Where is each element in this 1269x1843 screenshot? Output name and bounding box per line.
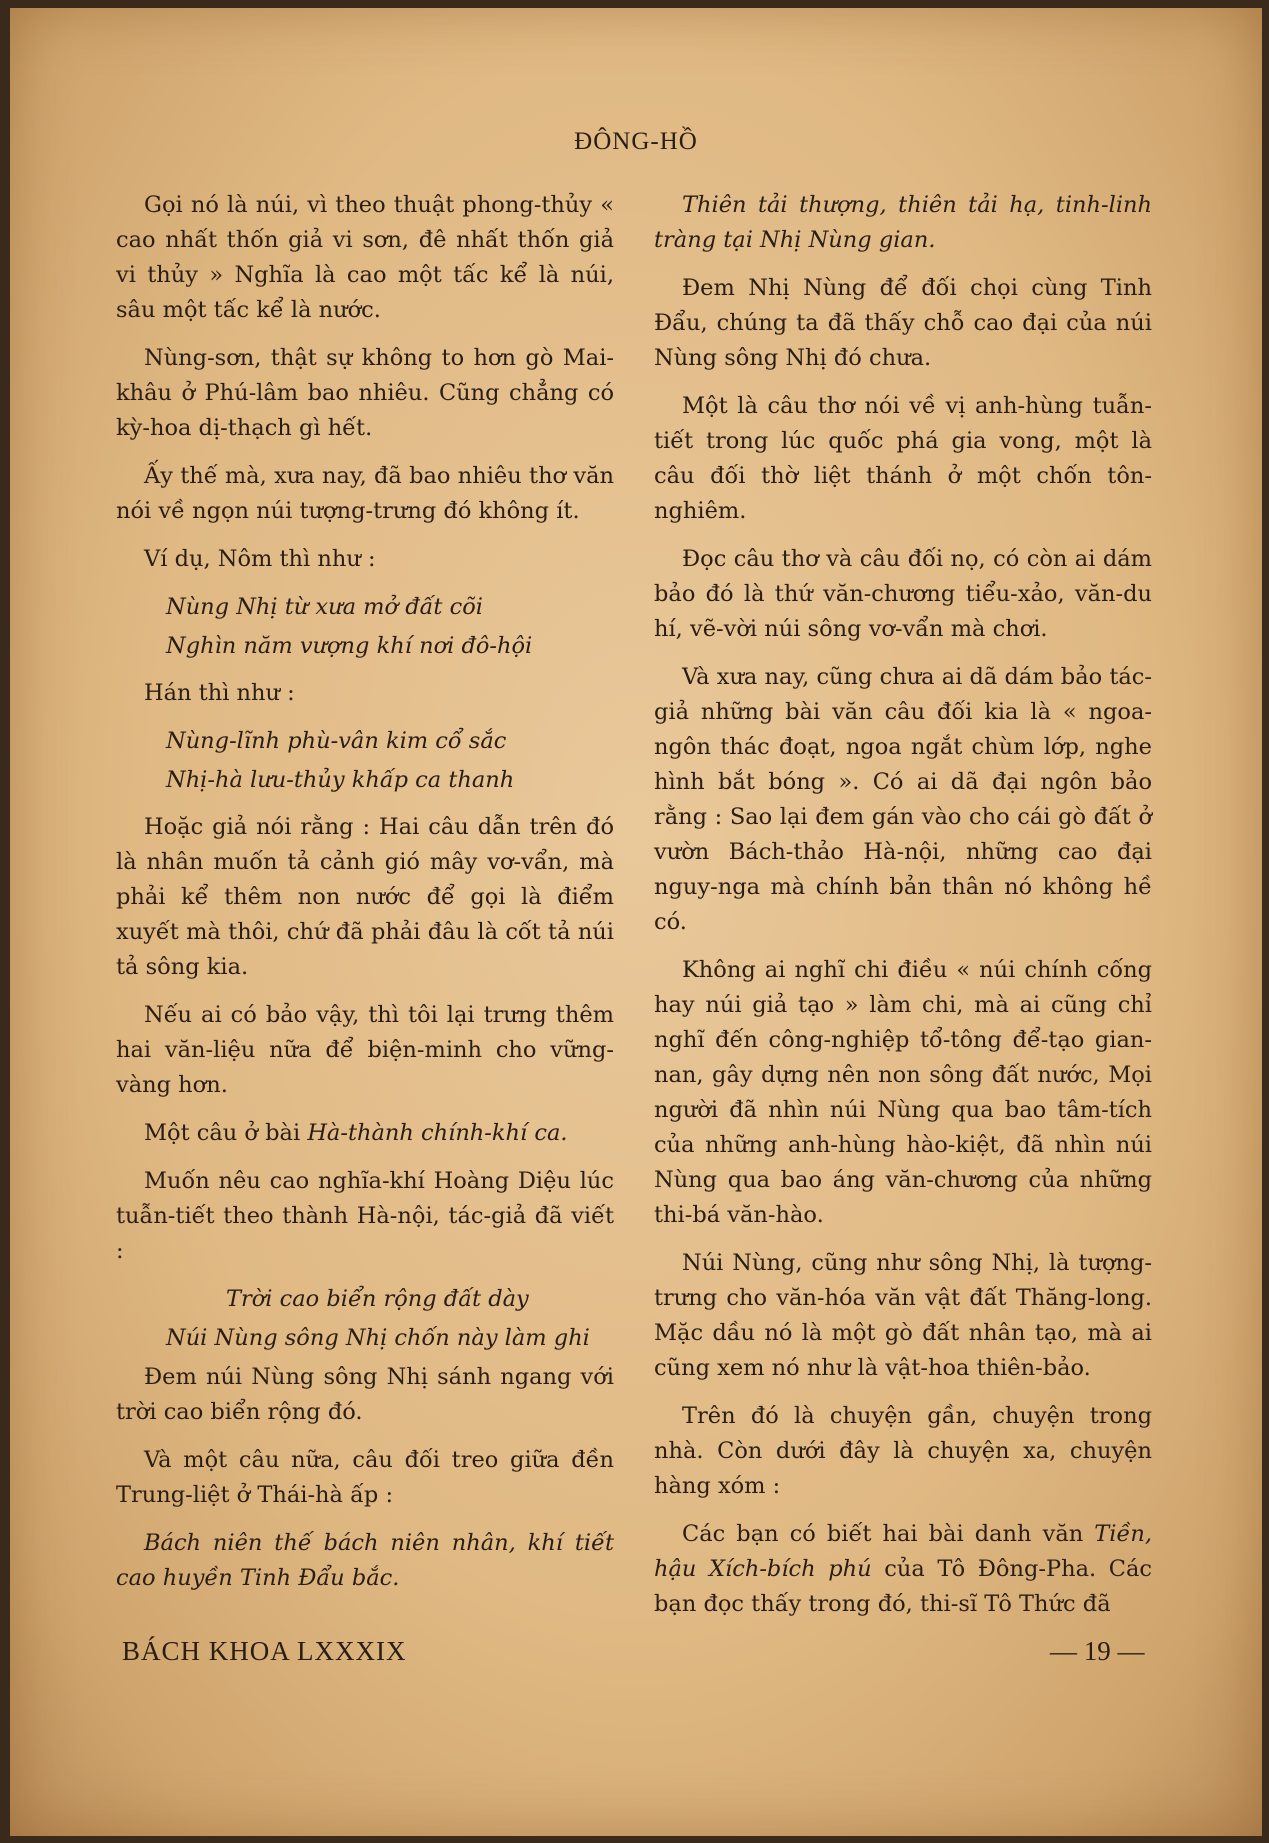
paragraph: Đọc câu thơ và câu đối nọ, có còn ai dám bảo đó là thứ văn-chương tiểu-xảo, văn-du hí, vẽ-vời núi sông vơ-vẩn mà chơi.: [654, 546, 1152, 642]
verse-line: Nghìn năm vượng khí nơi đô-hội: [166, 633, 533, 659]
paragraph-text: của Tô Đông-Pha. Các bạn đọc thấy trong đó, thi-sĩ Tô Thức đã: [654, 1556, 1153, 1617]
paragraph: Ấy thế mà, xưa nay, đã bao nhiêu thơ văn nói về ngọn núi tượng-trưng đó không ít.: [116, 463, 614, 524]
paragraph: Trên đó là chuyện gần, chuyện trong nhà. Còn dưới đây là chuyện xa, chuyện hàng xóm :: [654, 1403, 1152, 1499]
document-page: [10, 8, 1262, 1836]
paragraph: [654, 1517, 1152, 1622]
work-title: Tiền, hậu Xích-bích phú: [654, 1521, 1152, 1582]
paragraph: Gọi nó là núi, vì theo thuật phong-thủy « cao nhất thốn giả vi sơn, đê nhất thốn giả vi thủy » Nghĩa là cao một tấc kể là núi, sâu một tấc kể là nước.: [116, 192, 614, 323]
page-header: ĐÔNG-HỒ: [574, 128, 698, 155]
paragraph: Muốn nêu cao nghĩa-khí Hoàng Diệu lúc tuẫn-tiết theo thành Hà-nội, tác-giả đã viết :: [116, 1168, 614, 1264]
footer-magazine-title: BÁCH KHOA LXXXIX: [122, 1636, 407, 1666]
paragraph: Nùng-sơn, thật sự không to hơn gò Mai-khâu ở Phú-lâm bao nhiêu. Cũng chẳng có kỳ-hoa dị-thạch gì hết.: [116, 345, 614, 441]
paragraph: Và một câu nữa, câu đối treo giữa đền Trung-liệt ở Thái-hà ấp :: [116, 1447, 614, 1508]
paragraph: [116, 1116, 614, 1151]
verse-line: Nhị-hà lưu-thủy khấp ca thanh: [166, 767, 515, 793]
paragraph: Núi Nùng, cũng như sông Nhị, là tượng-trưng cho văn-hóa văn vật đất Thăng-long. Mặc dầu nó là một gò đất nhân tạo, mà ai cũng xem nó như là vật-hoa thiên-bảo.: [654, 1250, 1152, 1381]
paragraph: Nếu ai có bảo vậy, thì tôi lại trưng thêm hai văn-liệu nữa để biện-minh cho vững-vàng hơn.: [116, 1002, 614, 1098]
couplet-line: Thiên tải thượng, thiên tải hạ, tinh-linh tràng tại Nhị Nùng gian.: [654, 192, 1152, 253]
paragraph-text: Một câu ở bài: [144, 1120, 308, 1146]
paragraph: Hoặc giả nói rằng : Hai câu dẫn trên đó là nhân muốn tả cảnh gió mây vơ-vẩn, mà phải kể thêm non nước để gọi là điểm xuyết mà thôi, chứ đã phải đâu là cốt tả núi tả sông kia.: [116, 814, 614, 980]
right-column: [654, 188, 1152, 1635]
paragraph: Đem Nhị Nùng để đối chọi cùng Tinh Đẩu, chúng ta đã thấy chỗ cao đại của núi Nùng sông Nhị đó chưa.: [654, 275, 1152, 371]
paragraph: Hán thì như :: [144, 680, 295, 706]
paragraph: Đem núi Nùng sông Nhị sánh ngang với trời cao biển rộng đó.: [116, 1364, 614, 1425]
paragraph: Không ai nghĩ chi điều « núi chính cống hay núi giả tạo » làm chi, mà ai cũng chỉ nghĩ đến công-nghiệp tổ-tông để-tạo gian-nan, gây dựng nên non sông đất nước, Mọi người đã nhìn núi Nùng qua bao tâm-tích của những anh-hùng hào-kiệt, đã nhìn núi Nùng qua bao áng văn-chương của những thi-bá văn-hào.: [654, 957, 1152, 1228]
paragraph: Ví dụ, Nôm thì như :: [144, 546, 376, 572]
page-number: — 19 —: [1050, 1636, 1145, 1666]
couplet-line: Bách niên thế bách niên nhân, khí tiết cao huyền Tinh Đẩu bắc.: [116, 1530, 614, 1591]
paragraph: Và xưa nay, cũng chưa ai dã dám bảo tác-giả những bài văn câu đối kia là « ngoa-ngôn thác đoạt, ngoa ngắt chùm lớp, nghe hình bắt bóng ». Có ai dã đại ngôn bảo rằng : Sao lại đem gán vào cho cái gò đất ở vườn Bách-thảo Hà-nội, những cao đại nguy-nga mà chính bản thân nó không hề có.: [654, 664, 1152, 935]
verse-line: Trời cao biển rộng đất dày: [226, 1286, 529, 1312]
verse-line: Nùng-lĩnh phù-vân kim cổ sắc: [166, 728, 507, 754]
verse-line: Nùng Nhị từ xưa mở đất cõi: [166, 594, 483, 620]
paragraph-text: Các bạn có biết hai bài danh văn: [682, 1521, 1095, 1547]
paragraph: Một là câu thơ nói về vị anh-hùng tuẫn-tiết trong lúc quốc phá gia vong, một là câu đối thờ liệt thánh ở một chốn tôn-nghiêm.: [654, 393, 1152, 524]
poem-title: Hà-thành chính-khí ca.: [307, 1120, 568, 1146]
verse-line: Núi Nùng sông Nhị chốn này làm ghi: [166, 1325, 590, 1351]
left-column: [116, 188, 614, 1609]
